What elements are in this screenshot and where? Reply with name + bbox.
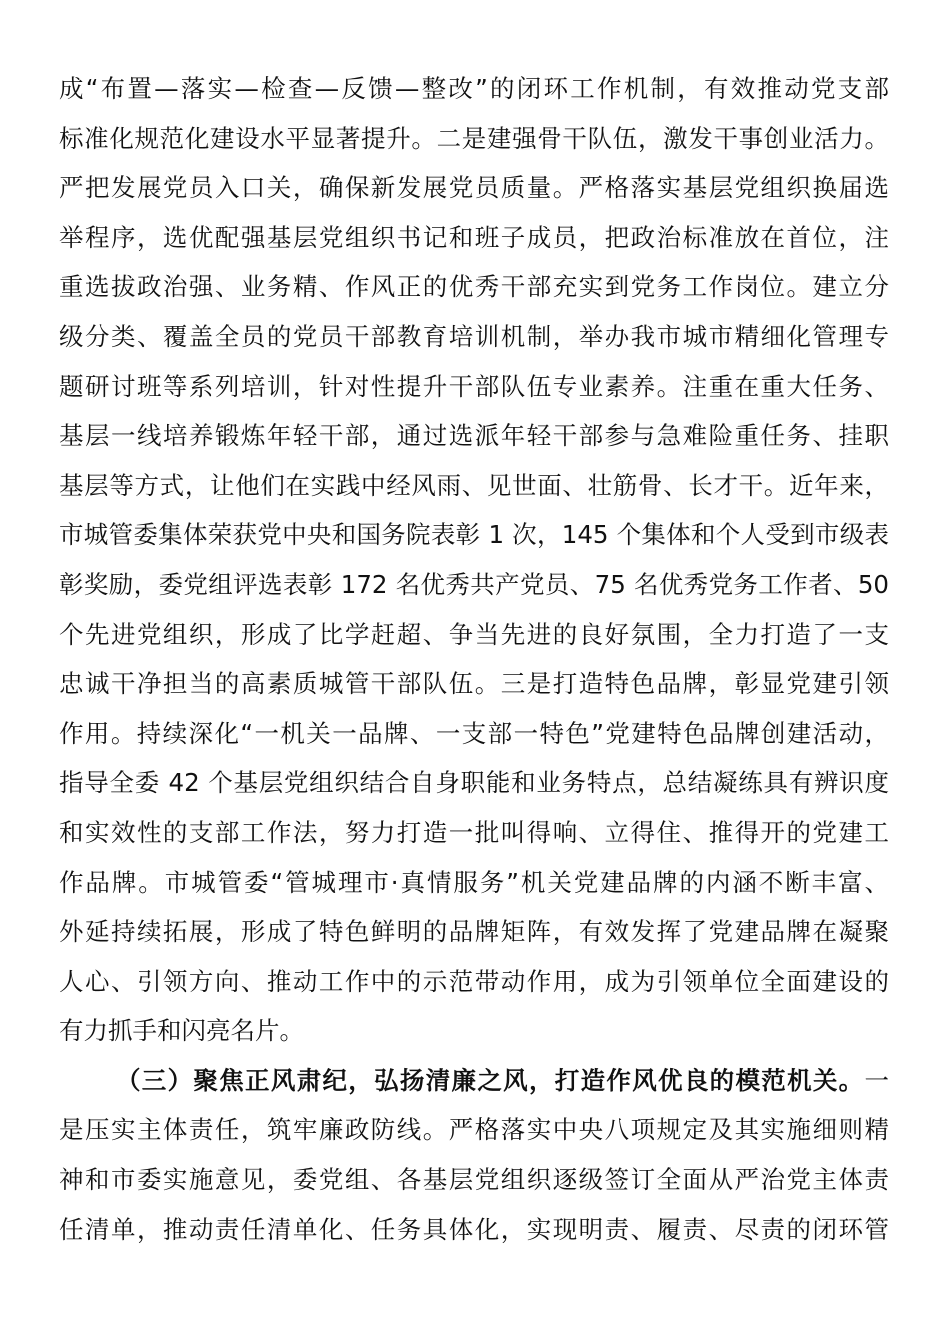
section-heading-line [59, 1056, 889, 1106]
text-line: 忠诚干净担当的高素质城管干部队伍。三是打造特色品牌，彰显党建引领 [59, 669, 889, 699]
text-line: 和实效性的支部工作法，努力打造一批叫得响、立得住、推得开的党建工 [59, 817, 889, 847]
text-line: 级分类、覆盖全员的党员干部教育培训机制，举办我市城市精细化管理专 [59, 321, 889, 351]
text-line: 作用。持续深化“一机关一品牌、一支部一特色”党建特色品牌创建活动， [59, 718, 889, 748]
text-line: 是压实主体责任，筑牢廉政防线。严格落实中央八项规定及其实施细则精 [59, 1115, 889, 1145]
text-line: 严把发展党员入口关，确保新发展党员质量。严格落实基层党组织换届选 [59, 173, 889, 203]
text-line: 外延持续拓展，形成了特色鲜明的品牌矩阵，有效发挥了党建品牌在凝聚 [59, 917, 889, 947]
text-line: 任清单，推动责任清单化、任务具体化，实现明责、履责、尽责的闭环管 [59, 1214, 889, 1244]
text-line: 举程序，选优配强基层党组织书记和班子成员，把政治标准放在首位，注 [59, 222, 889, 252]
text-line: 人心、引领方向、推动工作中的示范带动作用，成为引领单位全面建设的 [59, 966, 889, 996]
text-line: 指导全委 42 个基层党组织结合自身职能和业务特点，总结凝练具有辨识度 [59, 768, 889, 798]
text-line: 重选拔政治强、业务精、作风正的优秀干部充实到党务工作岗位。建立分 [59, 272, 889, 302]
text-line: 题研讨班等系列培训，针对性提升干部队伍专业素养。注重在重大任务、 [59, 371, 889, 401]
text-line: 基层等方式，让他们在实践中经风雨、见世面、壮筋骨、长才干。近年来， [59, 470, 889, 500]
text-line: 作品牌。市城管委“管城理市·真情服务”机关党建品牌的内涵不断丰富、 [59, 867, 889, 897]
text-line: 标准化规范化建设水平显著提升。二是建强骨干队伍，激发干事创业活力。 [59, 123, 889, 153]
text-line: 市城管委集体荣获党中央和国务院表彰 1 次，145 个集体和个人受到市级表 [59, 520, 889, 550]
text-line: 神和市委实施意见，委党组、各基层党组织逐级签订全面从严治党主体责 [59, 1165, 889, 1195]
body-text [59, 64, 889, 1254]
text-line: 个先进党组织，形成了比学赶超、争当先进的良好氛围，全力打造了一支 [59, 619, 889, 649]
text-line: 彰奖励，委党组评选表彰 172 名优秀共产党员、75 名优秀党务工作者、50 [59, 569, 889, 599]
text-line: 成“布置—落实—检查—反馈—整改”的闭环工作机制，有效推动党支部 [59, 74, 889, 103]
text-line: 基层一线培养锻炼年轻干部，通过选派年轻干部参与急难险重任务、挂职 [59, 421, 889, 451]
section-heading-tail: 一 [864, 1065, 889, 1095]
text-line: 有力抓手和闪亮名片。 [59, 1016, 304, 1046]
section-heading: （三）聚焦正风肃纪，弘扬清廉之风，打造作风优良的模范机关。 [116, 1065, 865, 1095]
